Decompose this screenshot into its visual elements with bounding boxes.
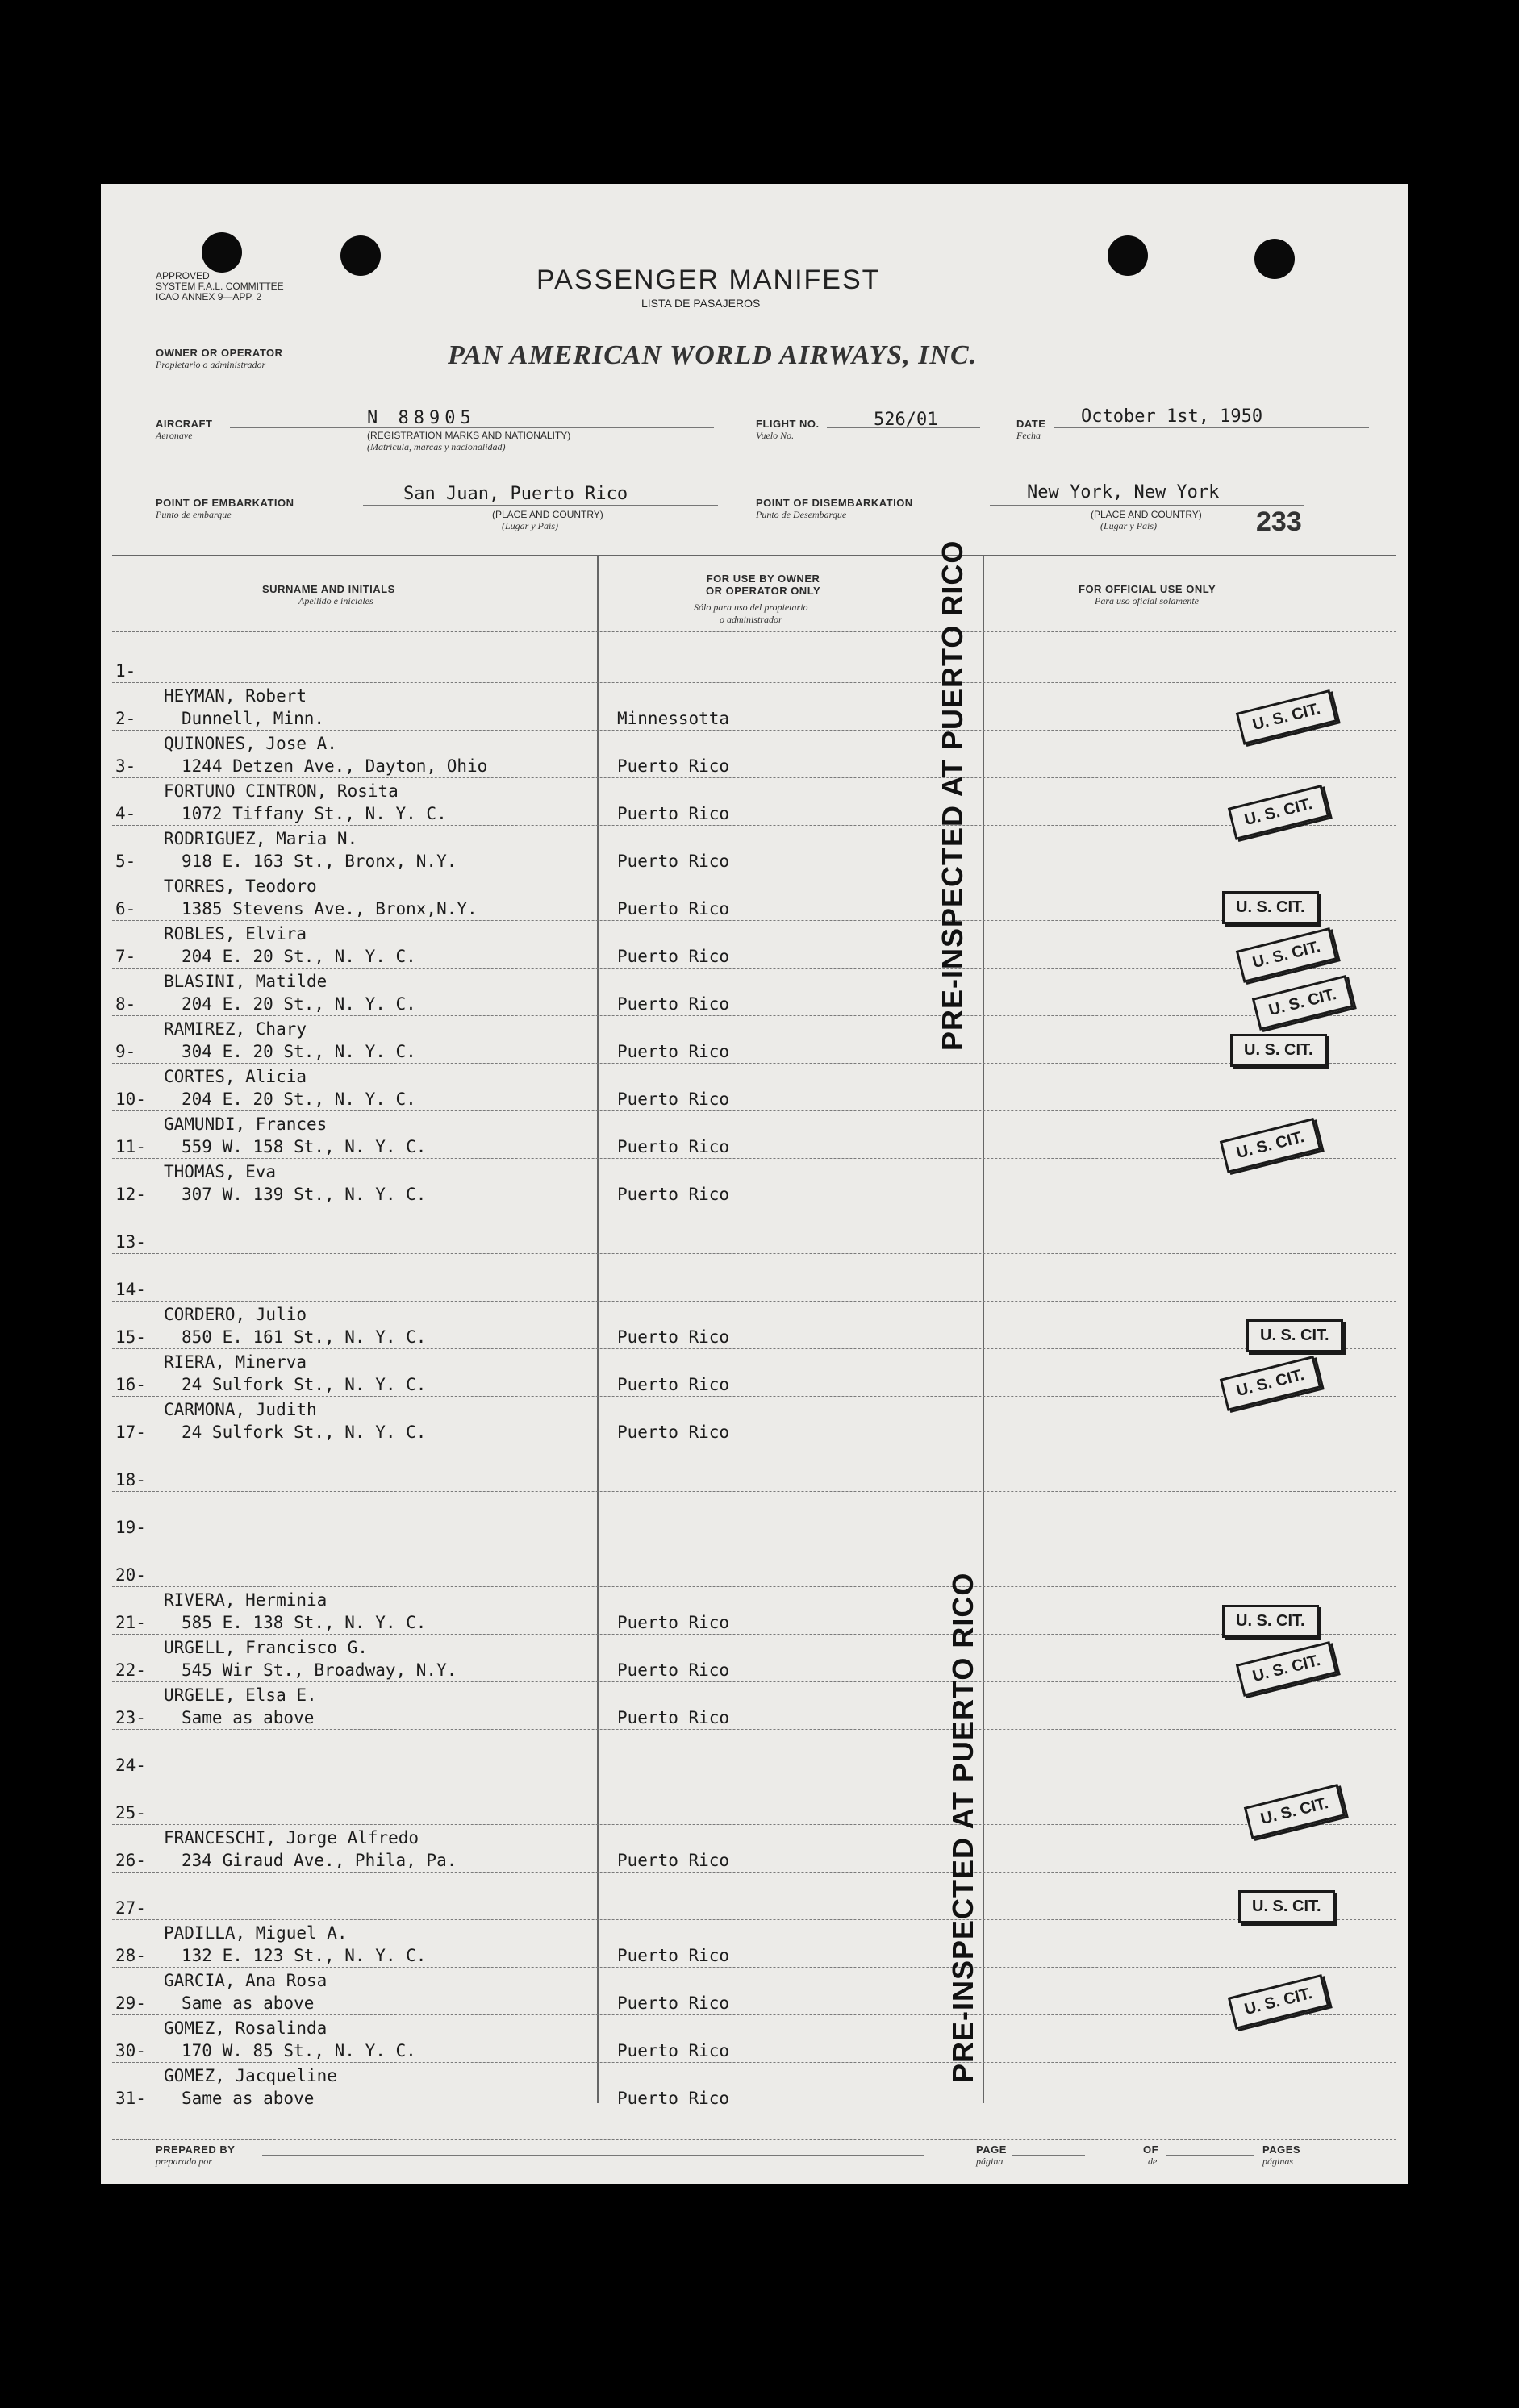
table-row [101,731,1408,778]
passenger-name: QUINONES, Jose A. [164,734,337,753]
us-citizen-stamp: U. S. CIT. [1228,1974,1329,2030]
table-row [101,1302,1408,1349]
table-row [101,1682,1408,1730]
row-number: 26- [115,1851,146,1870]
passenger-address: 204 E. 20 St., N. Y. C. [182,947,416,966]
row-number: 15- [115,1327,146,1347]
table-row [101,1539,1408,1587]
prepared-by-label-es: preparado por [156,2156,212,2167]
passenger-origin: Puerto Rico [617,1660,730,1680]
table-row [101,873,1408,921]
table-top-rule [112,555,1396,556]
page-title: PASSENGER MANIFEST [536,265,881,295]
table-row [101,1777,1408,1829]
page-title-sub: LISTA DE PASAJEROS [641,297,761,310]
row-number: 27- [115,1898,146,1918]
column-header-owner-line: FOR USE BY OWNER [706,573,820,585]
of-rule [1166,2155,1254,2156]
row-number: 22- [115,1660,146,1680]
passenger-name: CORTES, Alicia [164,1067,307,1086]
row-number: 30- [115,2041,146,2060]
passenger-address: 304 E. 20 St., N. Y. C. [182,1042,416,1061]
passenger-origin: Puerto Rico [617,1137,730,1156]
table-row [101,1968,1408,2019]
table-row [101,969,1408,1020]
of-label-es: de [1148,2156,1158,2167]
aircraft-sub-es: (Matrícula, marcas y nacionalidad) [367,441,506,452]
embark-value: San Juan, Puerto Rico [403,484,628,504]
row-number: 24- [115,1756,146,1775]
us-citizen-stamp: U. S. CIT. [1222,891,1319,924]
us-citizen-stamp: U. S. CIT. [1228,785,1329,840]
passenger-name: TORRES, Teodoro [164,877,317,896]
passenger-origin: Puerto Rico [617,1613,730,1632]
table-row [101,1635,1408,1686]
row-number: 12- [115,1185,146,1204]
embark-label-es: Punto de embarque [156,509,232,520]
punch-hole [1254,239,1295,279]
disembark-value: New York, New York [1027,482,1220,502]
us-citizen-stamp: U. S. CIT. [1236,927,1337,983]
passenger-name: GOMEZ, Rosalinda [164,2018,328,2038]
disembark-rule [990,505,1304,506]
company-name: PAN AMERICAN WORLD AIRWAYS, INC. [448,340,978,370]
passenger-address: Same as above [182,1993,315,2013]
approval-line: ICAO ANNEX 9—APP. 2 [156,291,262,302]
passenger-list [101,635,1408,2111]
row-number: 4- [115,804,136,823]
date-label-es: Fecha [1016,430,1041,441]
us-citizen-stamp: U. S. CIT. [1220,1356,1321,1411]
prepared-by-label: PREPARED BY [156,2143,236,2156]
row-number: 19- [115,1518,146,1537]
page-label: PAGE [976,2143,1007,2156]
passenger-address: 24 Sulfork St., N. Y. C. [182,1423,427,1442]
row-number: 9- [115,1042,136,1061]
passenger-address: 1072 Tiffany St., N. Y. C. [182,804,447,823]
disembark-place-sub-es: (Lugar y País) [1100,520,1157,531]
flight-label-es: Vuelo No. [756,430,795,441]
embark-place-sub: (PLACE AND COUNTRY) [492,509,603,520]
passenger-origin: Puerto Rico [617,2089,730,2108]
passenger-name: RIVERA, Herminia [164,1590,328,1610]
passenger-address: 585 E. 138 St., N. Y. C. [182,1613,427,1632]
row-number: 31- [115,2089,146,2108]
passenger-address: 307 W. 139 St., N. Y. C. [182,1185,427,1204]
passenger-address: 850 E. 161 St., N. Y. C. [182,1327,427,1347]
table-row [101,1016,1408,1064]
passenger-name: GOMEZ, Jacqueline [164,2066,337,2085]
passenger-name: GAMUNDI, Frances [164,1114,328,1134]
passenger-origin: Puerto Rico [617,1375,730,1394]
row-number: 8- [115,994,136,1014]
column-header-owner-es [694,602,808,626]
table-row [101,826,1408,873]
table-row [101,1587,1408,1635]
row-number: 29- [115,1993,146,2013]
passenger-origin: Puerto Rico [617,899,730,919]
column-header-owner-es-line: o administrador [719,614,782,625]
page-rule [1012,2155,1085,2156]
passenger-origin: Puerto Rico [617,1993,730,2013]
table-row [101,2063,1408,2110]
aircraft-label-es: Aeronave [156,430,193,441]
us-citizen-stamp: U. S. CIT. [1246,1319,1343,1352]
passenger-address: Same as above [182,2089,315,2108]
passenger-origin: Puerto Rico [617,1089,730,1109]
passenger-origin: Puerto Rico [617,1423,730,1442]
column-header-official: FOR OFFICIAL USE ONLY [1079,583,1216,595]
embark-label: POINT OF EMBARKATION [156,497,294,509]
passenger-name: URGELL, Francisco G. [164,1638,368,1657]
flight-label: FLIGHT NO. [756,418,820,430]
owner-label-es: Propietario o administrador [156,359,266,370]
column-header-owner-es-line: Sólo para uso del propietario [694,602,808,613]
passenger-origin: Minnessotta [617,709,730,728]
page-label-es: página [976,2156,1004,2167]
of-label: OF [1143,2143,1159,2156]
us-citizen-stamp: U. S. CIT. [1252,975,1354,1031]
table-row [101,1064,1408,1111]
row-number: 23- [115,1708,146,1727]
passenger-name: RODRIGUEZ, Maria N. [164,829,358,848]
row-number: 7- [115,947,136,966]
passenger-origin: Puerto Rico [617,756,730,776]
table-row [101,778,1408,830]
passenger-name: GARCIA, Ana Rosa [164,1971,328,1990]
punch-hole [202,232,242,273]
passenger-address: 204 E. 20 St., N. Y. C. [182,1089,416,1109]
disembark-place-sub: (PLACE AND COUNTRY) [1091,509,1202,520]
row-number: 18- [115,1470,146,1489]
passenger-address: 170 W. 85 St., N. Y. C. [182,2041,416,2060]
passenger-origin: Puerto Rico [617,994,730,1014]
passenger-origin: Puerto Rico [617,804,730,823]
us-citizen-stamp: U. S. CIT. [1220,1118,1321,1173]
passenger-origin: Puerto Rico [617,947,730,966]
table-row [101,1730,1408,1777]
passenger-address: 1244 Detzen Ave., Dayton, Ohio [182,756,488,776]
table-row [101,1397,1408,1444]
punch-hole [340,235,381,276]
approval-line: SYSTEM F.A.L. COMMITTEE [156,281,284,292]
table-row [101,1254,1408,1302]
page-number: 233 [1256,506,1302,537]
passenger-address: 234 Giraud Ave., Phila, Pa. [182,1851,457,1870]
passenger-origin: Puerto Rico [617,1042,730,1061]
passenger-address: Dunnell, Minn. [182,709,325,728]
row-number: 11- [115,1137,146,1156]
row-number: 3- [115,756,136,776]
row-number: 28- [115,1946,146,1965]
row-number: 6- [115,899,136,919]
passenger-name: THOMAS, Eva [164,1162,277,1181]
us-citizen-stamp: U. S. CIT. [1236,689,1337,745]
row-number: 20- [115,1565,146,1585]
passenger-name: RIERA, Minerva [164,1352,307,1372]
embark-rule [363,505,718,506]
passenger-origin: Puerto Rico [617,2041,730,2060]
date-value: October 1st, 1950 [1081,406,1263,427]
passenger-address: 24 Sulfork St., N. Y. C. [182,1375,427,1394]
row-number: 14- [115,1280,146,1299]
pre-inspected-stamp: PRE-INSPECTED AT PUERTO RICO [946,1572,979,2083]
table-row [101,2015,1408,2063]
passenger-name: FORTUNO CINTRON, Rosita [164,781,399,801]
punch-hole [1108,235,1148,276]
passenger-address: Same as above [182,1708,315,1727]
date-label: DATE [1016,418,1046,430]
passenger-address: 204 E. 20 St., N. Y. C. [182,994,416,1014]
date-rule [1054,427,1369,428]
row-number: 13- [115,1232,146,1252]
approval-line: APPROVED [156,270,210,281]
passenger-name: CARMONA, Judith [164,1400,317,1419]
table-row [101,1873,1408,1920]
approval-block [156,271,284,302]
us-citizen-stamp: U. S. CIT. [1236,1641,1337,1697]
passenger-name: FRANCESCHI, Jorge Alfredo [164,1828,419,1848]
row-number: 17- [115,1423,146,1442]
column-header-owner-line: OR OPERATOR ONLY [706,585,821,597]
aircraft-label: AIRCRAFT [156,418,213,430]
flight-value: 526/01 [874,410,938,430]
passenger-address: 132 E. 123 St., N. Y. C. [182,1946,427,1965]
passenger-name: URGELE, Elsa E. [164,1685,317,1705]
row-number: 21- [115,1613,146,1632]
disembark-label-es: Punto de Desembarque [756,509,847,520]
passenger-origin: Puerto Rico [617,1327,730,1347]
row-number: 25- [115,1803,146,1823]
table-row [101,1825,1408,1873]
us-citizen-stamp: U. S. CIT. [1238,1890,1335,1923]
table-row [101,921,1408,973]
table-row [101,1444,1408,1492]
passenger-address: 545 Wir St., Broadway, N.Y. [182,1660,457,1680]
column-header-name-es: Apellido e iniciales [298,595,373,606]
table-row [101,1111,1408,1163]
passenger-origin: Puerto Rico [617,1851,730,1870]
passenger-origin: Puerto Rico [617,1946,730,1965]
passenger-name: BLASINI, Matilde [164,972,328,991]
prepared-by-rule [262,2155,924,2156]
footer-rule [112,2139,1396,2140]
pages-label: PAGES [1262,2143,1301,2156]
passenger-name: ROBLES, Elvira [164,924,307,944]
table-row [101,1920,1408,1968]
passenger-address: 1385 Stevens Ave., Bronx,N.Y. [182,899,478,919]
passenger-address: 918 E. 163 St., Bronx, N.Y. [182,852,457,871]
table-row [101,635,1408,683]
aircraft-sub: (REGISTRATION MARKS AND NATIONALITY) [367,430,571,441]
row-number: 16- [115,1375,146,1394]
table-row [101,1492,1408,1539]
table-row [101,1349,1408,1401]
manifest-sheet [101,184,1408,2184]
aircraft-value: N 88905 [367,408,476,428]
owner-label: OWNER OR OPERATOR [156,347,283,359]
passenger-name: PADILLA, Miguel A. [164,1923,348,1943]
passenger-address: 559 W. 158 St., N. Y. C. [182,1137,427,1156]
table-row [101,683,1408,735]
passenger-name: CORDERO, Julio [164,1305,307,1324]
passenger-name: RAMIREZ, Chary [164,1019,307,1039]
embark-place-sub-es: (Lugar y País) [502,520,558,531]
header-bottom-rule [112,631,1396,632]
column-header-name: SURNAME AND INITIALS [262,583,395,595]
us-citizen-stamp: U. S. CIT. [1244,1784,1346,1839]
us-citizen-stamp: U. S. CIT. [1230,1034,1327,1067]
pages-label-es: páginas [1262,2156,1294,2167]
column-header-official-es: Para uso oficial solamente [1095,595,1199,606]
passenger-name: HEYMAN, Robert [164,686,307,706]
disembark-label: POINT OF DISEMBARKATION [756,497,913,509]
passenger-origin: Puerto Rico [617,1708,730,1727]
pre-inspected-stamp: PRE-INSPECTED AT PUERTO RICO [936,540,969,1051]
row-number: 10- [115,1089,146,1109]
row-number: 2- [115,709,136,728]
table-row [101,1206,1408,1254]
passenger-origin: Puerto Rico [617,852,730,871]
us-citizen-stamp: U. S. CIT. [1222,1605,1319,1638]
passenger-origin: Puerto Rico [617,1185,730,1204]
table-row [101,1159,1408,1206]
row-number: 5- [115,852,136,871]
column-header-owner [706,573,820,597]
row-number: 1- [115,661,136,681]
